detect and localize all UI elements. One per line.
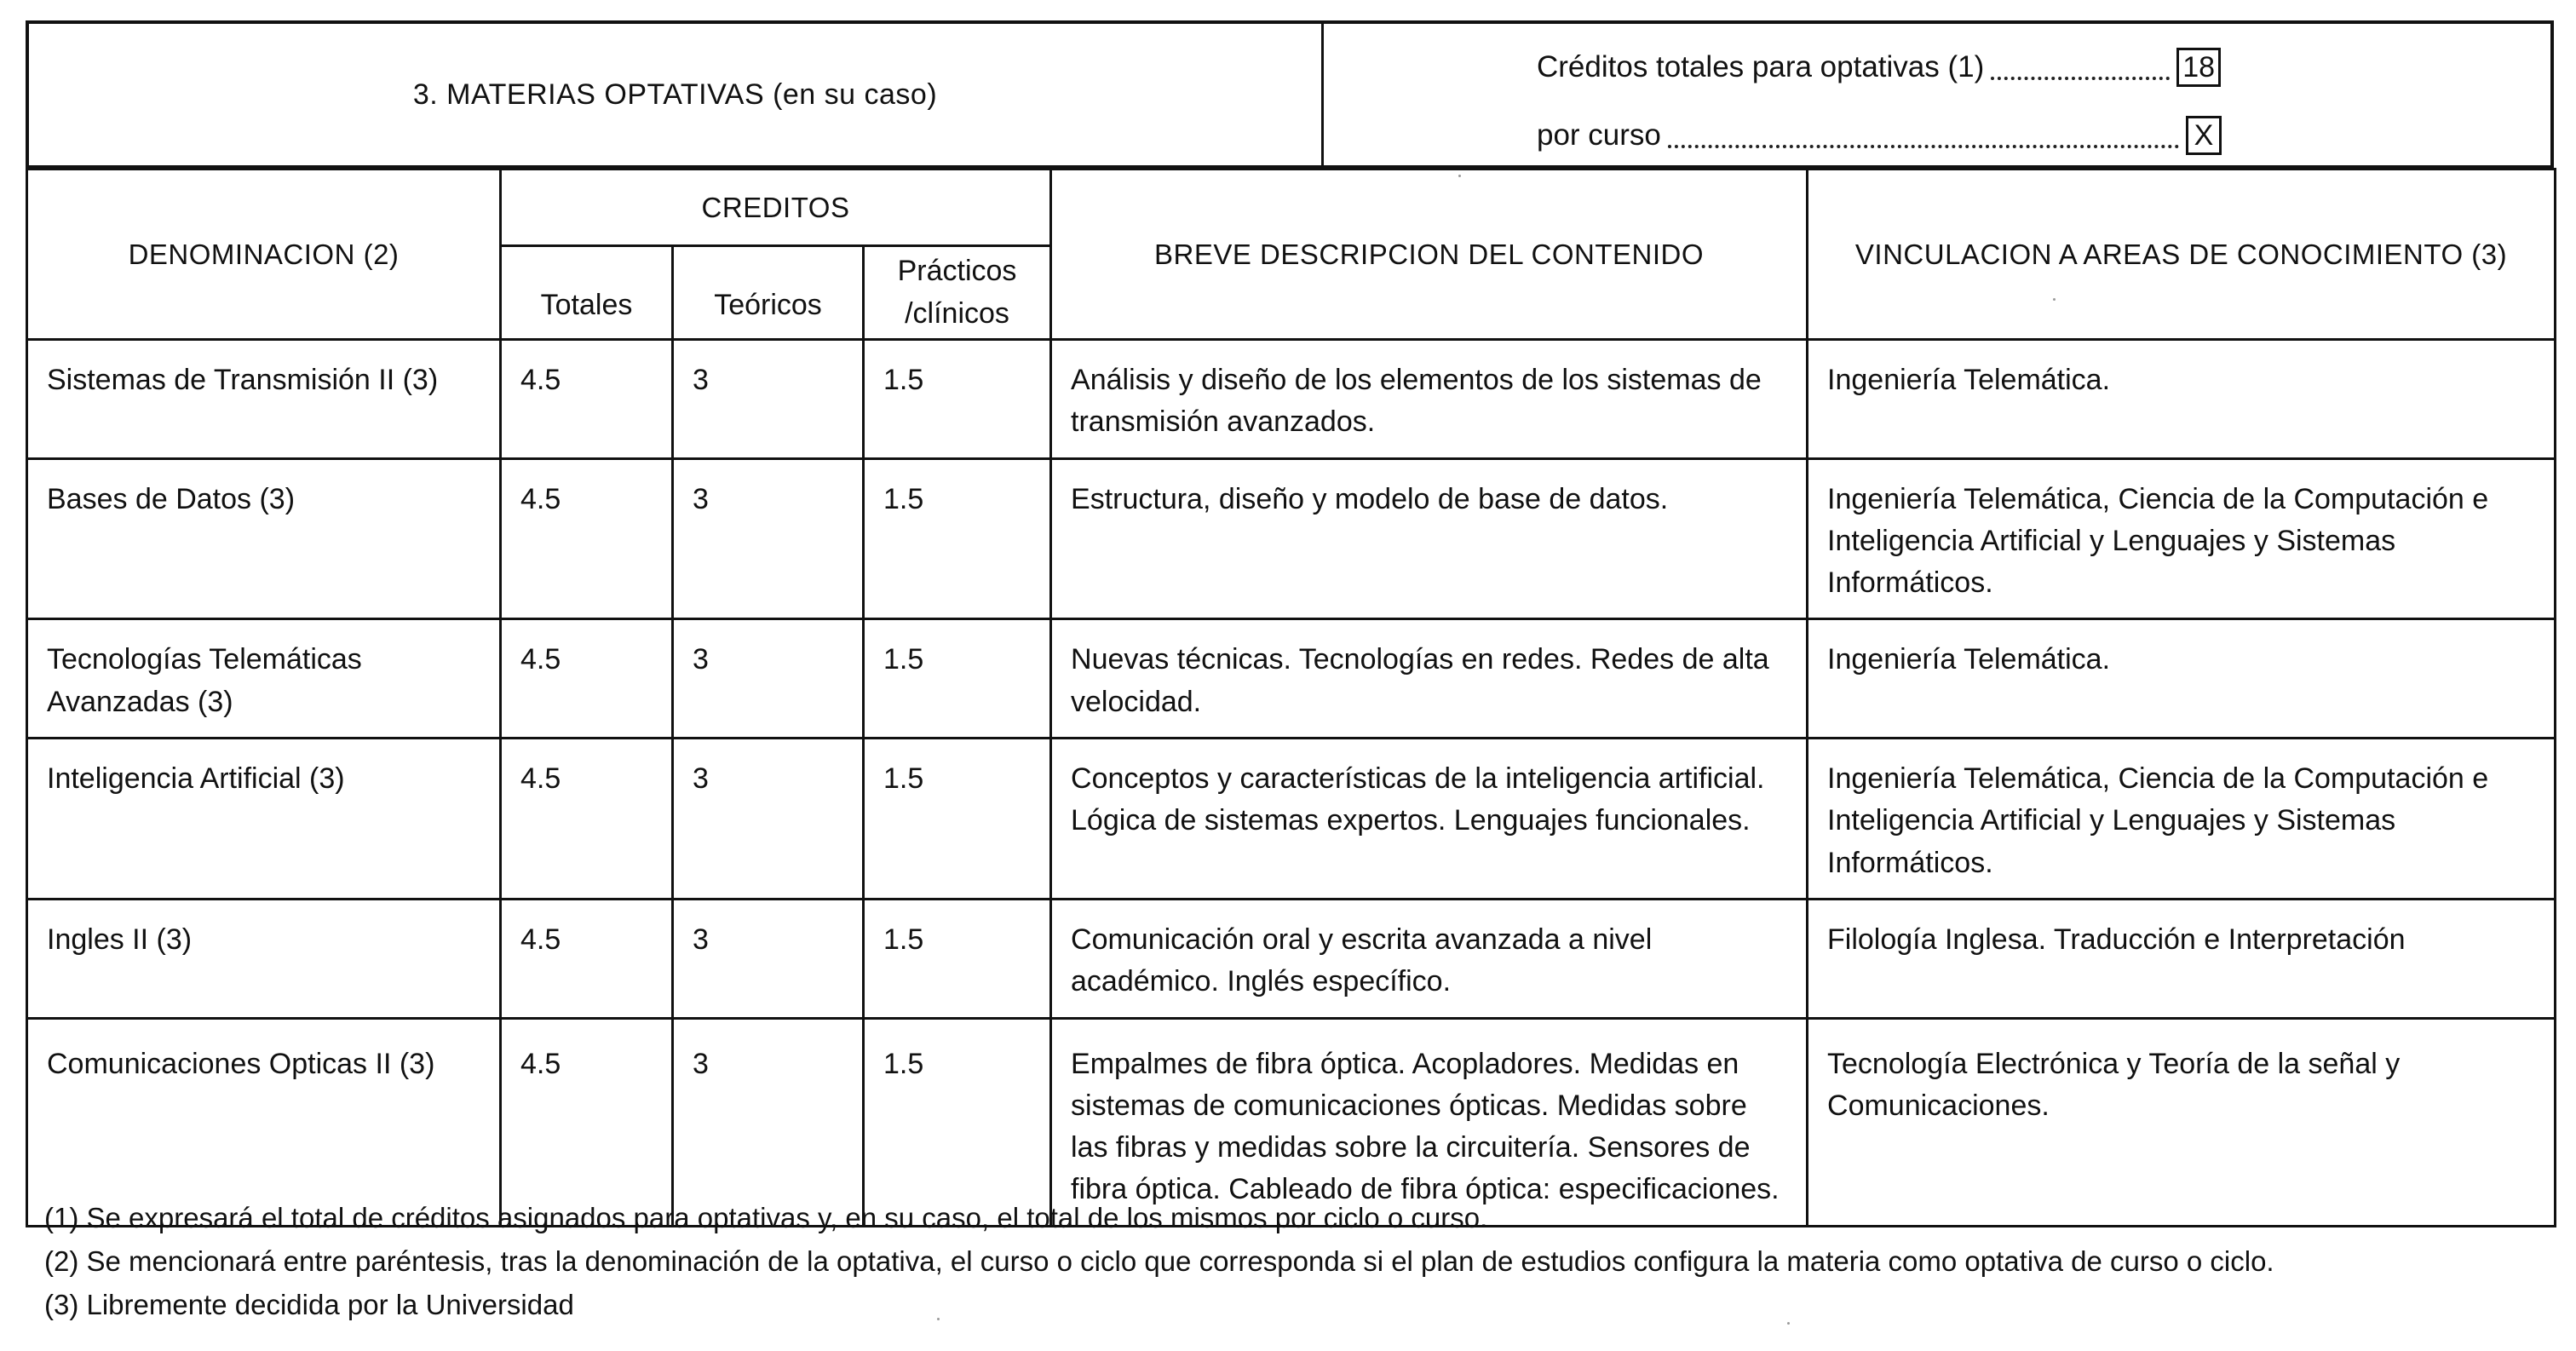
table-row: [27, 899, 2556, 1018]
credits-practical: 1.5: [864, 340, 1051, 459]
credits-total: 4.5: [501, 340, 673, 459]
subject-name: Comunicaciones Opticas II (3): [27, 1018, 501, 1226]
footnote-1: (1) Se expresará el total de créditos asignados para optativas y, en su caso, el total de los mismos por ciclo o curso.: [44, 1202, 1488, 1233]
column-header-totales: Totales: [501, 246, 673, 340]
credits-theory: 3: [673, 739, 864, 900]
content-description: Conceptos y características de la inteligencia artificial. Lógica de sistemas expertos. Lenguajes funcionales.: [1051, 739, 1808, 900]
knowledge-areas: Filología Inglesa. Traducción e Interpretación: [1808, 899, 2556, 1018]
knowledge-areas: Ingeniería Telemática, Ciencia de la Computación e Inteligencia Artificial y Lenguajes y Sistemas Informáticos.: [1808, 739, 2556, 900]
subject-name: Ingles II (3): [27, 899, 501, 1018]
table-row: [27, 340, 2556, 459]
credits-practical: 1.5: [864, 619, 1051, 739]
total-credits-line: [1537, 48, 2221, 87]
credits-theory: 3: [673, 899, 864, 1018]
credits-theory: 3: [673, 619, 864, 739]
subject-name: Sistemas de Transmisión II (3): [27, 340, 501, 459]
section-title: 3. MATERIAS OPTATIVAS (en su caso): [29, 24, 1324, 165]
column-header-denominacion: DENOMINACION (2): [27, 170, 501, 340]
credits-practical: 1.5: [864, 899, 1051, 1018]
credits-practical: 1.5: [864, 739, 1051, 900]
column-header-descripcion: BREVE DESCRIPCION DEL CONTENIDO: [1051, 170, 1808, 340]
content-description: Análisis y diseño de los elementos de los sistemas de transmisión avanzados.: [1051, 340, 1808, 459]
credits-total: 4.5: [501, 899, 673, 1018]
total-credits-box: 18: [2176, 48, 2221, 87]
per-course-box: X: [2186, 116, 2222, 155]
table-row: [27, 619, 2556, 739]
credits-total: 4.5: [501, 1018, 673, 1226]
credits-total: 4.5: [501, 619, 673, 739]
section-header: [26, 20, 2554, 169]
column-header-creditos: CREDITOS: [501, 170, 1051, 246]
credits-practical: 1.5: [864, 1018, 1051, 1226]
subject-name: Inteligencia Artificial (3): [27, 739, 501, 900]
optional-subjects-table: [26, 168, 2556, 1227]
dot-leader: [1668, 143, 2179, 148]
credits-total: 4.5: [501, 739, 673, 900]
footnote-3: (3) Libremente decidida por la Universidad: [44, 1289, 574, 1320]
total-credits-label: Créditos totales para optativas (1): [1537, 50, 1985, 83]
knowledge-areas: Ingeniería Telemática, Ciencia de la Computación e Inteligencia Artificial y Lenguajes y Sistemas Informáticos.: [1808, 458, 2556, 619]
credits-theory: 3: [673, 458, 864, 619]
content-description: Empalmes de fibra óptica. Acopladores. Medidas en sistemas de comunicaciones ópticas. Medidas sobre las fibras y medidas sobre la circuitería. Sensores de fibra óptica. Cableado de fibra óptica: especificaciones.: [1051, 1018, 1808, 1226]
content-description: Comunicación oral y escrita avanzada a nivel académico. Inglés específico.: [1051, 899, 1808, 1018]
content-description: Nuevas técnicas. Tecnologías en redes. Redes de alta velocidad.: [1051, 619, 1808, 739]
footnote-2: (2) Se mencionará entre paréntesis, tras la denominación de la optativa, el curso o ciclo que corresponda si el plan de estudios configura la materia como optativa de curso o ciclo.: [44, 1245, 2274, 1277]
table-row: [27, 1018, 2556, 1226]
content-description: Estructura, diseño y modelo de base de datos.: [1051, 458, 1808, 619]
credits-practical: 1.5: [864, 458, 1051, 619]
credits-summary: [1324, 24, 2550, 165]
dot-leader: [1991, 75, 2170, 80]
subject-name: Tecnologías Telemáticas Avanzadas (3): [27, 619, 501, 739]
per-course-line: [1537, 116, 2222, 155]
column-header-vinculacion: VINCULACION A AREAS DE CONOCIMIENTO (3): [1808, 170, 2556, 340]
credits-theory: 3: [673, 340, 864, 459]
column-header-teoricos: Teóricos: [673, 246, 864, 340]
credits-total: 4.5: [501, 458, 673, 619]
knowledge-areas: Tecnología Electrónica y Teoría de la señal y Comunicaciones.: [1808, 1018, 2556, 1226]
knowledge-areas: Ingeniería Telemática.: [1808, 619, 2556, 739]
column-header-practicos: Prácticos /clínicos: [864, 246, 1051, 340]
footnotes: [44, 1196, 2274, 1326]
credits-theory: 3: [673, 1018, 864, 1226]
subject-name: Bases de Datos (3): [27, 458, 501, 619]
knowledge-areas: Ingeniería Telemática.: [1808, 340, 2556, 459]
table-row: [27, 739, 2556, 900]
per-course-label: por curso: [1537, 118, 1661, 152]
table-row: [27, 458, 2556, 619]
